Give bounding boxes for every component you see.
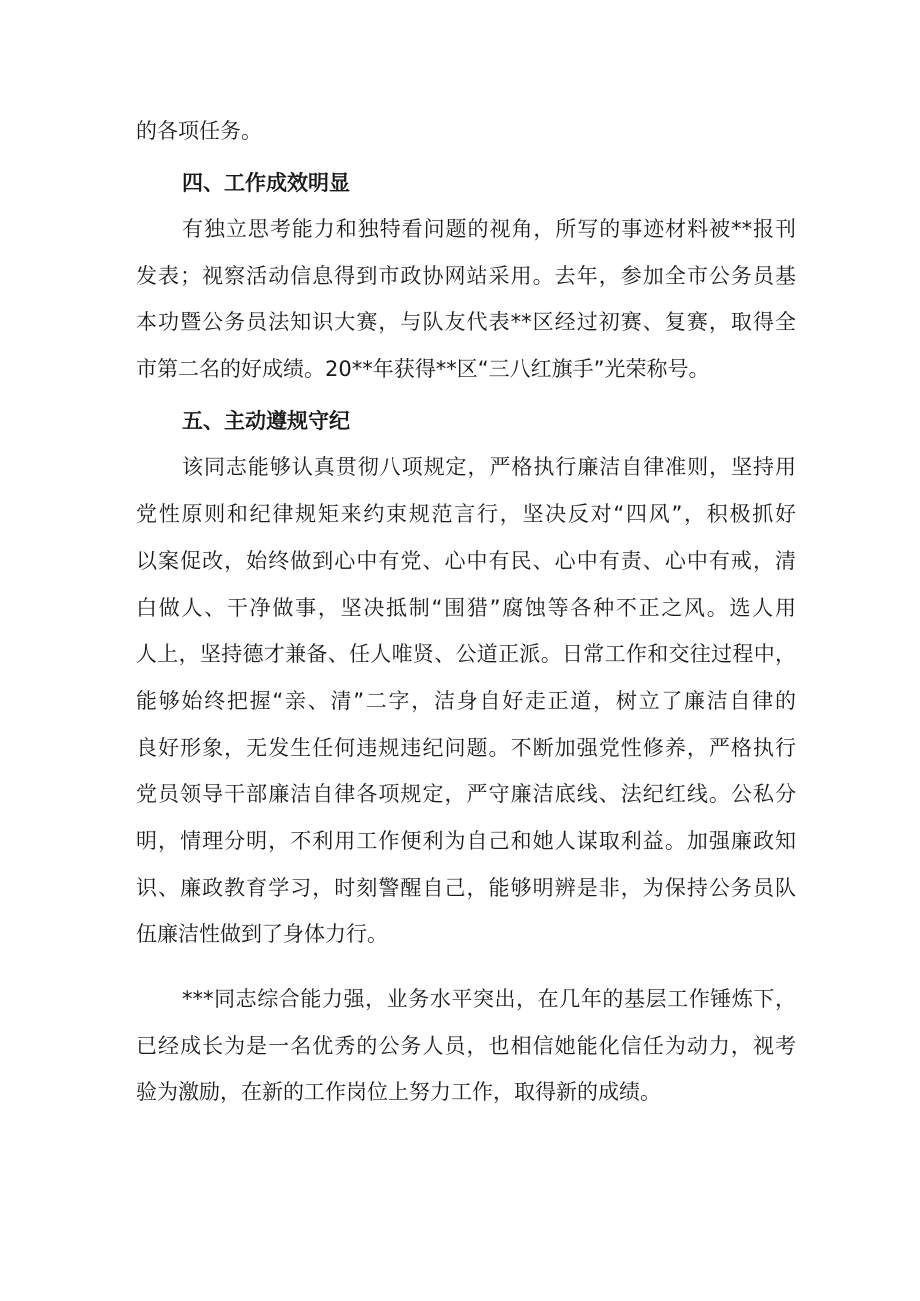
paragraph-line: 能够始终把握“亲、清”二字，洁身自好走正道，树立了廉洁自律的 (136, 689, 796, 713)
paragraph-line: 该同志能够认真贯彻八项规定，严格执行廉洁自律准则，坚持用 (182, 455, 796, 479)
paragraph-line: 人上，坚持德才兼备、任人唯贤、公道正派。日常工作和交往过程中， (136, 642, 796, 666)
paragraph-line: 白做人、干净做事，坚决抵制“围猎”腐蚀等各种不正之风。选人用 (136, 596, 796, 620)
paragraph-line: 伍廉洁性做到了身体力行。 (136, 922, 388, 946)
paragraph-line: 以案促改，始终做到心中有党、心中有民、心中有责、心中有戒，清 (136, 549, 796, 573)
section-heading: 四、工作成效明显 (182, 171, 350, 195)
paragraph-line: 明，情理分明，不利用工作便利为自己和她人谋取利益。加强廉政知 (136, 829, 796, 853)
paragraph-line: 验为激励，在新的工作岗位上努力工作，取得新的成绩。 (136, 1080, 661, 1104)
paragraph-line: 发表；视察活动信息得到市政协网站采用。去年，参加全市公务员基 (136, 264, 796, 288)
section-heading: 五、主动遵规守纪 (182, 409, 350, 433)
paragraph-line: 良好形象，无发生任何违规违纪问题。不断加强党性修养，严格执行 (136, 736, 796, 760)
paragraph-line: 党性原则和纪律规矩来约束规范言行，坚决反对“四风”，积极抓好 (136, 502, 796, 526)
paragraph-line: 识、廉政教育学习，时刻警醒自己，能够明辨是非，为保持公务员队 (136, 876, 796, 900)
paragraph-line: 已经成长为是一名优秀的公务人员，也相信她能化信任为动力，视考 (136, 1034, 796, 1058)
paragraph-line: ***同志综合能力强，业务水平突出，在几年的基层工作锤炼下， (182, 987, 796, 1011)
paragraph-line: 党员领导干部廉洁自律各项规定，严守廉洁底线、法纪红线。公私分 (136, 782, 796, 806)
paragraph-line: 有独立思考能力和独特看问题的视角，所写的事迹材料被**报刊 (182, 217, 796, 241)
paragraph-line: 市第二名的好成绩。20**年获得**区“三八红旗手”光荣称号。 (136, 357, 710, 381)
paragraph-line: 的各项任务。 (136, 119, 262, 143)
paragraph-line: 本功暨公务员法知识大赛，与队友代表**区经过初赛、复赛，取得全 (136, 310, 796, 334)
